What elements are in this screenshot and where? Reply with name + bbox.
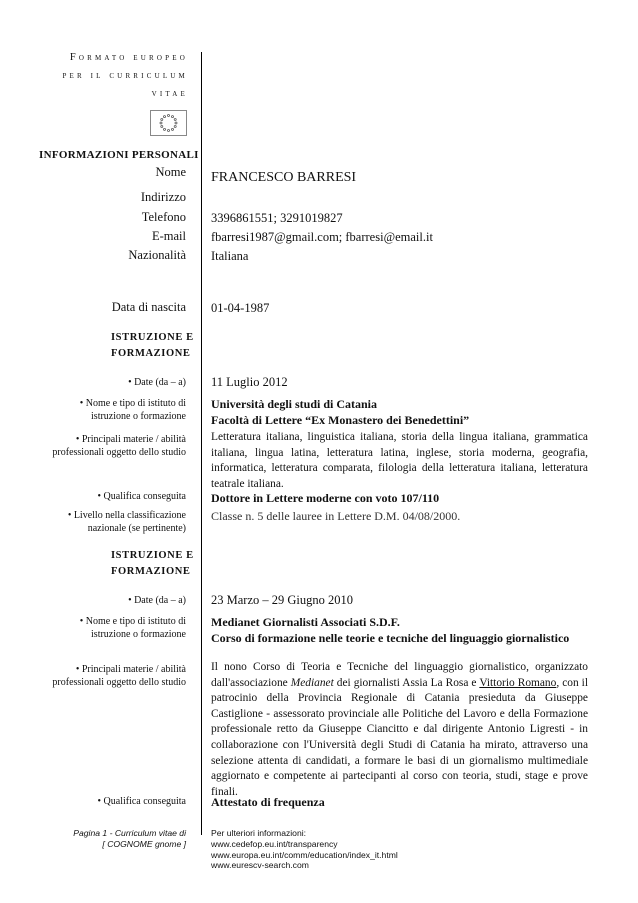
value-level-1: Classe n. 5 delle lauree in Lettere D.M. 04/08/2000. <box>211 509 461 523</box>
value-subjects-1: Letteratura italiana, linguistica italiana, storia della lingua italiana, grammatica italiana, lingua latina, letteratura latina, inglese, storia moderna, geografia, informatica, letteratura comparata, filologia della letteratura italiana, letteratura teatrale italiana. <box>211 431 588 490</box>
subjects-text-medianet: Medianet <box>290 676 334 689</box>
footer-right <box>211 828 398 871</box>
column-divider <box>201 52 202 835</box>
label-institution-2a: • Nome e tipo di istituto di <box>79 616 186 627</box>
label-nationality: Nazionalità <box>128 248 186 262</box>
value-date-2: 23 Marzo – 29 Giugno 2010 <box>211 593 353 607</box>
label-level-1a: • Livello nella classificazione <box>67 510 186 521</box>
label-date-1: • Date (da – a) <box>128 377 186 388</box>
title-line-2: per il curriculum <box>62 70 188 81</box>
value-qualification-2: Attestato di frequenza <box>211 795 325 809</box>
footer-left <box>73 828 186 850</box>
section-title-education-2: ISTRUZIONE E <box>111 550 194 561</box>
section-title-personal: INFORMAZIONI PERSONALI <box>39 149 199 161</box>
subjects-text-underlined-name: Vittorio Romano <box>479 676 557 689</box>
label-name: Nome <box>155 165 186 179</box>
title-line-1: Formato europeo <box>69 52 188 63</box>
subjects-text-part2: dei giornalisti Assia La Rosa e <box>333 676 480 689</box>
value-name: FRANCESCO BARRESI <box>211 170 357 185</box>
label-subjects-1a: • Principali materie / abilità <box>75 434 186 445</box>
subjects-text-part1: Il nono Corso di Teoria e Tecniche del linguaggio giornalistico, organizzato dall'associazione <box>211 661 588 689</box>
title-line-3: vitae <box>151 88 188 99</box>
label-qualification-1: • Qualifica conseguita <box>97 491 186 502</box>
value-nationality: Italiana <box>211 249 249 263</box>
label-date-2: • Date (da – a) <box>128 595 186 606</box>
value-qualification-1: Dottore in Lettere moderne con voto 107/110 <box>211 491 440 505</box>
footer-page-label: Pagina 1 - Curriculum vitae di <box>73 828 186 838</box>
value-date-1: 11 Luglio 2012 <box>211 375 288 389</box>
value-institution-1b: Facoltà di Lettere “Ex Monastero dei Benedettini” <box>211 413 470 427</box>
section-title-education-1: ISTRUZIONE E <box>111 332 194 343</box>
label-subjects-2b: professionali oggetto dello studio <box>52 677 186 688</box>
section-title-education-1-line2: FORMAZIONE <box>111 348 191 359</box>
footer-link-transparency[interactable]: www.cedefop.eu.int/transparency <box>211 838 338 849</box>
footer-name-placeholder: [ COGNOME gnome ] <box>102 838 186 849</box>
value-subjects-2 <box>211 660 588 800</box>
section-title-education-2-line2: FORMAZIONE <box>111 566 191 577</box>
label-birthdate: Data di nascita <box>111 300 186 314</box>
label-address: Indirizzo <box>140 190 186 204</box>
label-institution-1b: istruzione o formazione <box>91 411 186 422</box>
footer-info-label: Per ulteriori informazioni: <box>211 828 307 838</box>
value-birthdate: 01-04-1987 <box>211 301 270 315</box>
label-level-1b: nazionale (se pertinente) <box>87 523 186 534</box>
label-institution-2b: istruzione o formazione <box>91 629 186 640</box>
label-institution-1a: • Nome e tipo di istituto di <box>79 398 186 409</box>
subjects-text-part3: , con il patrocinio della Provincia Regionale di Catania presieduta da Giuseppe Castiglione - assessorato provinciale alle Politiche del Lavoro e della Formazione professionale retto da Giuseppe Ciancitto e dal dirigente Antonio Ligresti - in collaborazione con l'Università degli Studi di Catania ha mirato, attraverso una selezione attenta di candidati, a formare le basi di un giornalismo multimediale aggiornato e competente ai partecipanti al corso con teoria, studi, stage e prove finali. <box>211 676 588 798</box>
footer-link-europa[interactable]: www.europa.eu.int/comm/education/index_it.html <box>211 849 398 860</box>
footer-link-eurescv[interactable]: www.eurescv-search.com <box>211 860 309 871</box>
label-email: E-mail <box>151 229 186 243</box>
label-qualification-2: • Qualifica conseguita <box>97 796 186 807</box>
eu-flag-icon <box>150 110 187 136</box>
value-email: fbarresi1987@gmail.com; fbarresi@email.it <box>211 230 433 244</box>
label-phone: Telefono <box>141 210 186 224</box>
value-institution-2b: Corso di formazione nelle teorie e tecniche del linguaggio giornalistico <box>211 631 570 645</box>
label-subjects-1b: professionali oggetto dello studio <box>52 447 186 458</box>
label-subjects-2a: • Principali materie / abilità <box>75 664 186 675</box>
value-institution-1a: Università degli studi di Catania <box>211 397 378 411</box>
value-institution-2a: Medianet Giornalisti Associati S.D.F. <box>211 615 400 629</box>
value-phone: 3396861551; 3291019827 <box>211 211 343 225</box>
